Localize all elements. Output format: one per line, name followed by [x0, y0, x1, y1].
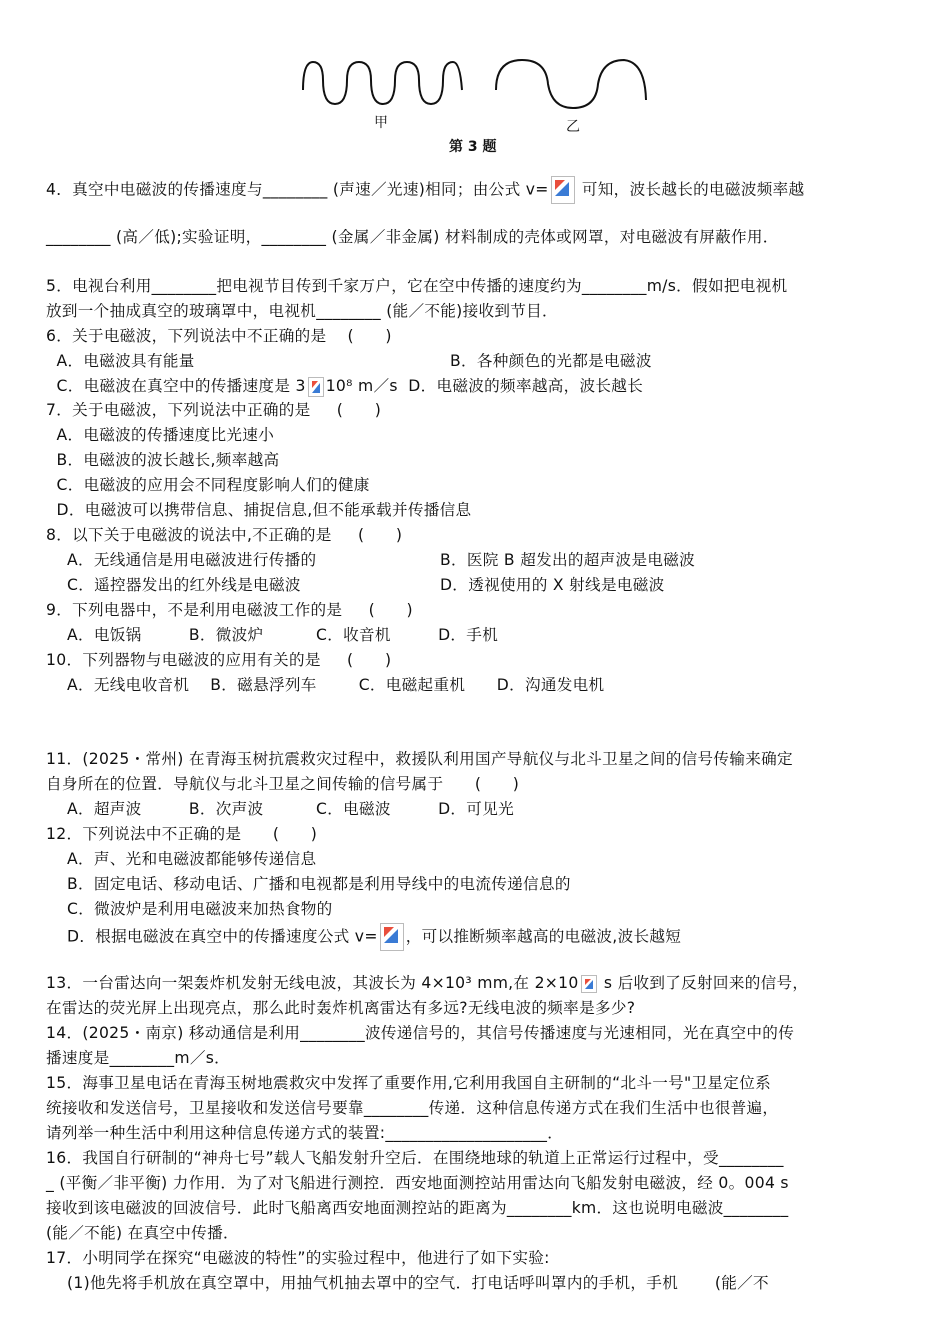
text-line: 11．(2025・常州) 在青海玉树抗震救灾过程中，救援队利用国产导航仪与北斗卫星之间的信号传输来确定 — [46, 750, 793, 768]
text-line: B．固定电话、移动电话、广播和电视都是利用导线中的电流传递信息的 — [46, 875, 571, 893]
text-line: A．电饭锅 B．微波炉 C．收音机 D．手机 — [46, 626, 499, 644]
wave-figure — [0, 0, 950, 140]
text-line: 请列举一种生活中利用这种信息传递方式的装置:____________________． — [46, 1124, 564, 1142]
text-line: 9．下列电器中，不是利用电磁波工作的是 ( ) — [46, 601, 413, 619]
text-line: B．医院 B 超发出的超声波是电磁波 — [440, 551, 696, 569]
text-line: (1)他先将手机放在真空罩中，用抽气机抽去罩中的空气．打电话呼叫罩内的手机，手机 (能／不 — [46, 1274, 769, 1292]
text-line: D．电磁波可以携带信息、捕捉信息,但不能承载并传播信息 — [46, 501, 472, 519]
text-line: D．根据电磁波在真空中的传播速度公式 v= ，可以推断频率越高的电磁波,波长越短 — [46, 923, 681, 951]
text-line: 5．电视台利用________把电视节目传到千家万户，它在空中传播的速度约为________m/s．假如把电视机 — [46, 277, 788, 295]
broken-image-icon — [308, 377, 324, 397]
text-line: 17．小明同学在探究“电磁波的特性”的实验过程中，他进行了如下实验: — [46, 1249, 550, 1267]
text-line: C．微波炉是利用电磁波来加热食物的 — [46, 900, 333, 918]
figure-label-yi: 乙 — [566, 119, 580, 135]
text-line: A．超声波 B．次声波 C．电磁波 D．可见光 — [46, 800, 514, 818]
text-line: 12．下列说法中不正确的是 ( ) — [46, 825, 318, 843]
text-line: C．电磁波在真空中的传播速度是 3 10⁸ m／s D．电磁波的频率越高，波长越长 — [46, 377, 644, 395]
text-line: ________ (高／低);实验证明，________ (金属／非金属) 材料制成的壳体或网罩，对电磁波有屏蔽作用． — [46, 228, 779, 246]
text-line: 7．关于电磁波，下列说法中正确的是 ( ) — [46, 401, 382, 419]
text-line: 4．真空中电磁波的传播速度与________ (声速／光速)相同；由公式 v= 可知，波长越长的电磁波频率越 — [46, 176, 804, 204]
text-line: A．电磁波的传播速度比光速小 — [46, 426, 275, 444]
wave-yi — [496, 60, 646, 108]
figure-label-jia: 甲 — [374, 115, 388, 131]
text-line: A．无线通信是用电磁波进行传播的 — [46, 551, 317, 569]
wave-jia — [303, 62, 462, 104]
text-line: 16．我国自行研制的“神舟七号”载人飞船发射升空后．在围绕地球的轨道上正常运行过程中，受________ — [46, 1149, 784, 1167]
broken-image-icon — [581, 975, 597, 993]
text-line: 14．(2025・南京) 移动通信是利用________波传递信号的，其信号传播速度与光速相同，光在真空中的传 — [46, 1024, 795, 1042]
text-line: B．各种颜色的光都是电磁波 — [450, 352, 652, 370]
text-line: 6．关于电磁波，下列说法中不正确的是 ( ) — [46, 327, 392, 345]
text-line: D．透视使用的 X 射线是电磁波 — [440, 576, 665, 594]
text-line: 13．一台雷达向一架轰炸机发射无线电波，其波长为 4×10³ mm,在 2×10 s 后收到了反射回来的信号， — [46, 974, 809, 992]
text-line: 15．海事卫星电话在青海玉树地震救灾中发挥了重要作用,它利用我国自主研制的“北斗一号"卫星定位系 — [46, 1074, 771, 1092]
text-line: 放到一个抽成真空的玻璃罩中，电视机________ (能／不能)接收到节目． — [46, 302, 558, 320]
text-line: 统接收和发送信号，卫星接收和发送信号要靠________传递．这种信息传递方式在我们生活中也很普遍， — [46, 1099, 779, 1117]
text-line: A．无线电收音机 B．磁悬浮列车 C．电磁起重机 D．沟通发电机 — [46, 676, 605, 694]
text-line: 在雷达的荧光屏上出现亮点，那么此时轰炸机离雷达有多远?无线电波的频率是多少? — [46, 999, 636, 1017]
text-line: A．声、光和电磁波都能够传递信息 — [46, 850, 317, 868]
text-line: 自身所在的位置．导航仪与北斗卫星之间传输的信号属于 ( ) — [46, 775, 520, 793]
text-line: C．遥控器发出的红外线是电磁波 — [46, 576, 301, 594]
text-line: B．电磁波的波长越长,频率越高 — [46, 451, 280, 469]
text-line: _ (平衡／非平衡) 力作用．为了对飞船进行测控．西安地面测控站用雷达向飞船发射电磁波，经 0。004 s — [46, 1174, 789, 1192]
broken-image-icon — [380, 923, 404, 951]
broken-image-icon — [551, 176, 575, 204]
text-line: 8．以下关于电磁波的说法中,不正确的是 ( ) — [46, 526, 403, 544]
text-line: 10．下列器物与电磁波的应用有关的是 ( ) — [46, 651, 392, 669]
text-line: A．电磁波具有能量 — [46, 352, 195, 370]
figure-caption: 第 3 题 — [449, 139, 497, 155]
text-line: 播速度是________m／s． — [46, 1049, 231, 1067]
text-line: (能／不能) 在真空中传播． — [46, 1224, 239, 1242]
text-line: C．电磁波的应用会不同程度影响人们的健康 — [46, 476, 370, 494]
text-line: 接收到该电磁波的回波信号．此时飞船离西安地面测控站的距离为________km．这也说明电磁波________ — [46, 1199, 789, 1217]
